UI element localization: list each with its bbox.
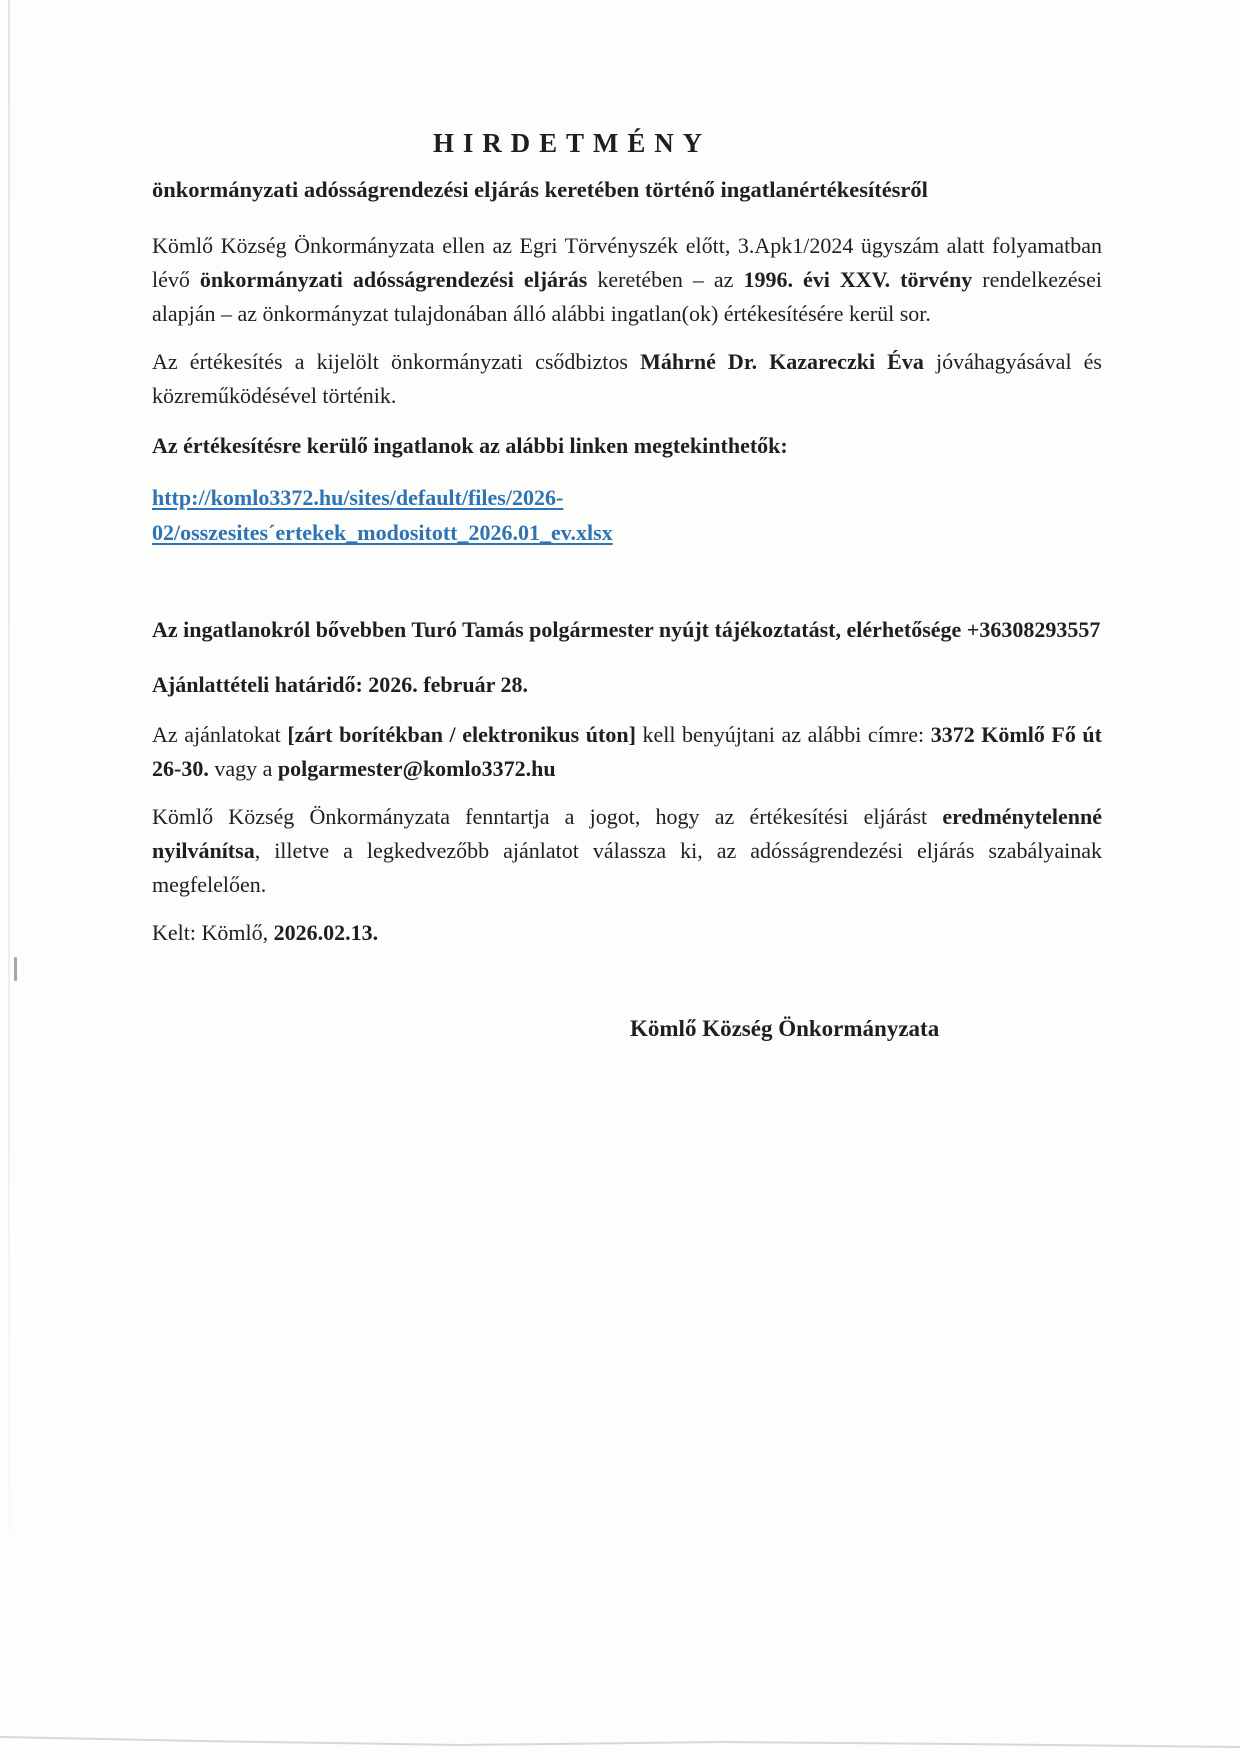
scan-artifact-bottom-line (0, 1728, 1240, 1754)
paragraph-submission (152, 718, 1102, 786)
text-run: , illetve a legkedvezőbb ajánlatot válassza ki, az adósságrendezési eljárás szabályainak megfelelően. (152, 838, 1102, 897)
submission-address: 3372 Kömlő Fő út 26-30. (152, 722, 1102, 781)
text-run: kell benyújtani az alábbi címre: (635, 722, 931, 747)
text-run: Kelt: Kömlő, (152, 920, 274, 945)
paragraph-reservation (152, 800, 1102, 902)
scan-artifact-left-line (8, 0, 10, 1620)
deadline-line: Ajánlattételi határidő: 2026. február 28. (152, 672, 528, 697)
document-content (152, 0, 1102, 1042)
text-run-bold: eredménytelenné nyilvánítsa (152, 804, 1102, 863)
paragraph-case-intro (152, 229, 1102, 331)
text-run: Az értékesítés a kijelölt önkormányzati csődbiztos (152, 349, 641, 374)
text-run: Kömlő Község Önkormányzata fenntartja a jogot, hogy az értékesítési eljárást (152, 804, 943, 829)
text-run-bold: önkormányzati adósságrendezési eljárás (199, 267, 588, 292)
document-subtitle: önkormányzati adósságrendezési eljárás keretében történő ingatlanértékesítésről (152, 177, 928, 202)
submission-method: [zárt borítékban / elektronikus úton] (287, 722, 636, 747)
paragraph-contact-info: Az ingatlanokról bővebben Turó Tamás polgármester nyújt tájékoztatást, elérhetősége +36308293557 (152, 617, 1101, 642)
text-run: jóváhagyásával és közreműködésével történik. (152, 349, 1102, 408)
spreadsheet-link[interactable] (152, 485, 613, 545)
scan-artifact-left-dash (14, 957, 17, 981)
signature: Kömlő Község Önkormányzata (630, 1016, 940, 1041)
link-paragraph (152, 480, 1102, 550)
document-date: 2026.02.13. (273, 920, 379, 945)
page-title: HIRDETMÉNY (432, 128, 712, 158)
submission-email: polgarmester@komlo3372.hu (277, 756, 556, 781)
date-line (152, 916, 1102, 950)
spreadsheet-link-line2: 02/osszesites´ertekek_modositott_2026.01_ev.xlsx (152, 520, 613, 545)
text-run: Az ajánlatokat (152, 722, 288, 747)
text-run: Kömlő Község Önkormányzata ellen az Egri Törvényszék előtt, 3.Apk1/2024 ügyszám alatt folyamatban lévő (152, 233, 1102, 292)
text-run: keretében – az (587, 267, 744, 292)
text-run: rendelkezései alapján – az önkormányzat tulajdonában álló alábbi ingatlan(ok) értékesítésére kerül sor. (152, 267, 1102, 326)
trustee-name: Máhrné Dr. Kazareczki Éva (640, 349, 924, 374)
text-run-bold: 1996. évi XXV. törvény (743, 267, 973, 292)
spreadsheet-link-line1: http://komlo3372.hu/sites/default/files/2026- (152, 485, 564, 510)
link-section-heading: Az értékesítésre kerülő ingatlanok az alábbi linken megtekinthetők: (152, 433, 788, 458)
text-run: vagy a (208, 756, 278, 781)
paragraph-trustee (152, 345, 1102, 413)
